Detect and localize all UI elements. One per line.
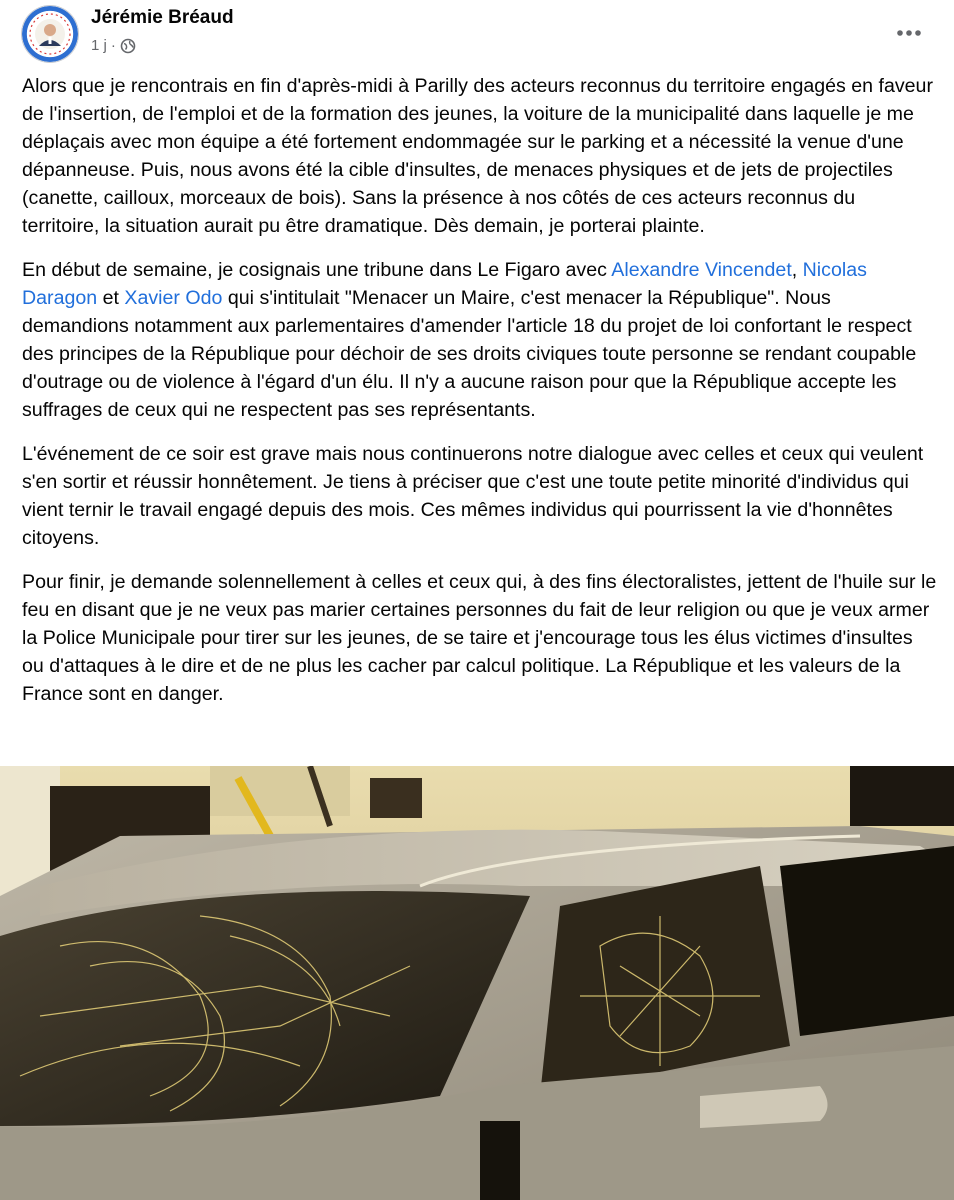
post-time[interactable]: 1 j (91, 37, 107, 54)
avatar[interactable] (22, 6, 78, 62)
paragraph-2-separator-1: , (791, 259, 803, 281)
post-photo[interactable] (0, 766, 954, 1200)
mention-alexandre-vincendet[interactable]: Alexandre Vincendet (611, 259, 792, 281)
more-options-button[interactable] (894, 18, 924, 48)
post-paragraph-3: L'événement de ce soir est grave mais nous continuerons notre dialogue avec celles et ceux qui veulent s'en sortir et réussir honnêtement. Je tiens à préciser que c'est une toute petite minorité d'individus qui vient ternir le travail engagé depuis des mois. Ces mêmes individus qui pourrissent la vie d'honnêtes citoyens. (22, 443, 924, 549)
mention-xavier-odo[interactable]: Xavier Odo (124, 287, 223, 309)
post-meta (91, 37, 136, 54)
meta-separator: · (110, 37, 116, 54)
post-header (0, 0, 954, 70)
post-paragraph-1: Alors que je rencontrais en fin d'après-midi à Parilly des acteurs reconnus du territoire engagés en faveur de l'insertion, de l'emploi et de la formation des jeunes, la voiture de la municipalité dans laquelle je me déplaçais avec mon équipe a été fortement endommagée sur le parking et a nécessité la venue d'une dépanneuse. Puis, nous avons été la cible d'insultes, de menaces physiques et de jets de projectiles (canette, cailloux, morceaux de bois). Sans la présence à nos côtés de ces acteurs reconnus du territoire, la situation aurait pu être dramatique. Dès demain, je porterai plainte. (22, 75, 933, 237)
paragraph-2-end: qui s'intitulait "Menacer un Maire, c'est menacer la République". Nous demandions notamment aux parlementaires d'amender l'article 18 du projet de loi confortant le respect des principes de la République pour déchoir de ses droits civiques toute personne se rendant coupable d'outrage ou de violence à l'égard d'un élu. Il n'y a aucune raison pour que la République accepte les suffrages de ceux qui ne respectent pas ses représentants. (22, 287, 917, 421)
damaged-car-photo (0, 766, 954, 1200)
author-name[interactable]: Jérémie Bréaud (91, 7, 234, 28)
more-icon (896, 29, 922, 37)
post-paragraph-4: Pour finir, je demande solennellement à celles et ceux qui, à des fins électoralistes, jettent de l'huile sur le feu en disant que je ne veux pas marier certaines personnes du fait de leur religion ou que je veux armer la Police Municipale pour tirer sur les jeunes, de se taire et j'encourage tous les élus victimes d'insultes ou d'attaques à le dire et de ne plus les cacher par calcul politique. La République et les valeurs de la France sont en danger. (22, 571, 937, 705)
paragraph-2-separator-2: et (97, 287, 125, 309)
globe-icon[interactable] (120, 38, 136, 54)
post-paragraph-2 (22, 256, 937, 424)
paragraph-2-start: En début de semaine, je cosignais une tribune dans Le Figaro avec (22, 259, 612, 281)
avatar-portrait-icon (22, 6, 78, 62)
post-text (22, 72, 937, 724)
mention-nicolas-daragon[interactable]: Nicolas Daragon (22, 259, 867, 309)
